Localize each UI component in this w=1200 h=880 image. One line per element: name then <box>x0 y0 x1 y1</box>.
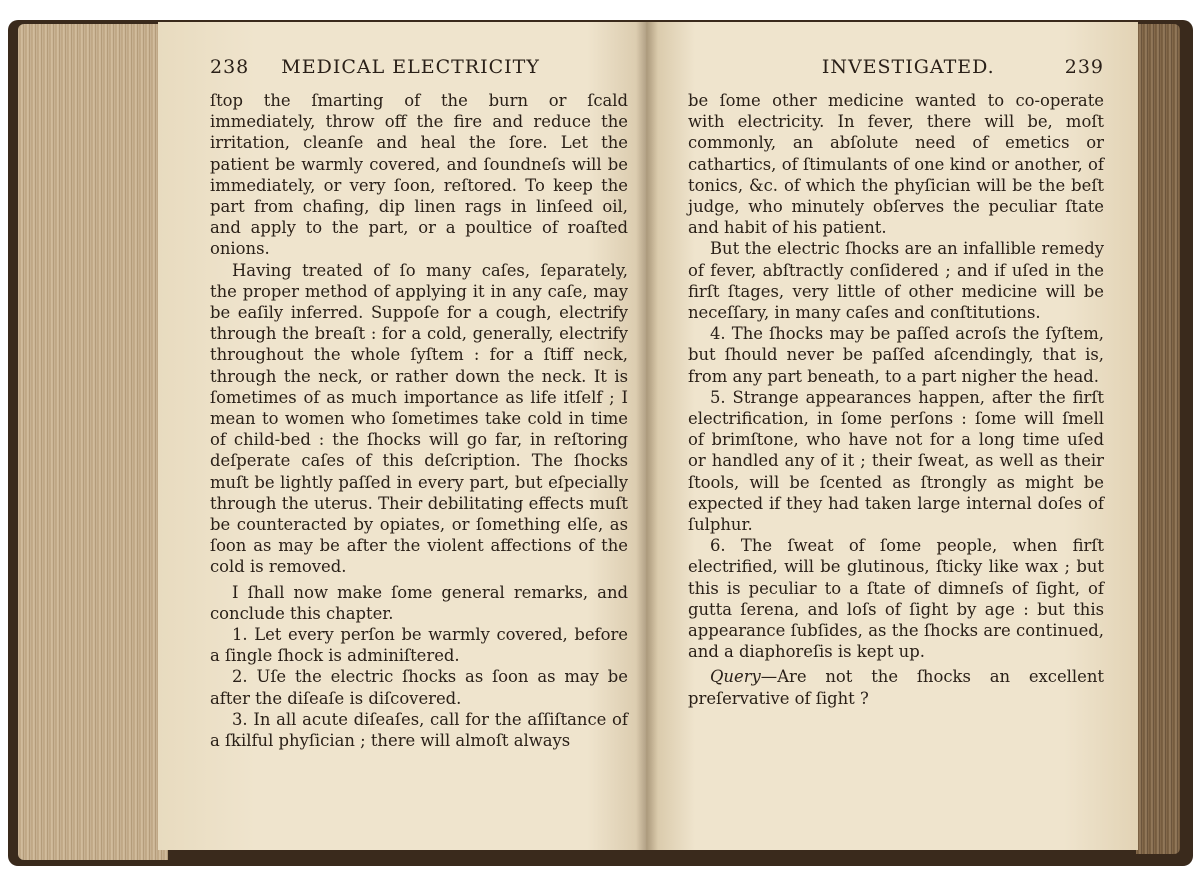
query-paragraph <box>688 666 1104 708</box>
right-page <box>646 22 1138 850</box>
paragraph: 5. Strange appearances happen, after the firſt electrification, in ſome perſons : ſome will ſmell of brimſtone, who have not for a long time uſed or handled any of it ; their ſweat, as well as their ſtools, will be ſcented as ſtrongly as might be expected if they had taken large internal doſes of ſulphur. <box>688 387 1104 535</box>
left-page-edges <box>18 24 168 860</box>
right-page-header <box>688 56 1104 82</box>
left-page <box>158 22 646 850</box>
paragraph: be ſome other medicine wanted to co-operate with electricity. In fever, there will be, moſt commonly, an abſolute need of emetics or cathartics, of ſtimulants of one kind or another, of tonics, &c. of which the phyſician will be the beſt judge, who minutely obſerves the peculiar ſtate and habit of his patient. <box>688 91 1104 238</box>
query-text: Are not the ſhocks an excellent preſervative of ſight ? <box>688 667 1104 708</box>
left-running-head: MEDICAL ELECTRICITY <box>281 56 540 78</box>
right-page-text <box>688 90 1104 709</box>
query-label: Query— <box>710 667 778 687</box>
paragraph: 2. Uſe the electric ſhocks as ſoon as may be after the diſeaſe is diſcovered. <box>210 667 628 708</box>
left-page-number: 238 <box>210 56 250 78</box>
paragraph: 1. Let every perſon be warmly covered, before a ſingle ſhock is adminiſtered. <box>210 625 628 666</box>
left-page-text <box>210 90 628 751</box>
right-page-edges <box>1136 24 1180 854</box>
right-page-number: 239 <box>1064 56 1104 78</box>
paragraph: ſtop the ſmarting of the burn or ſcald immediately, throw off the fire and reduce the irritation, cleanſe and heal the ſore. Let the patient be warmly covered, and ſoundneſs will be immediately, or very ſoon, reſtored. To keep the part from chafing, dip linen rags in linſeed oil, and apply to the part, or a poultice of roaſted onions. <box>210 91 628 259</box>
paragraph: But the electric ſhocks are an infallible remedy of fever, abſtractly conſidered ; and if uſed in the firſt ſtages, very little of other medicine will be neceſſary, in many caſes and conſtitutions. <box>688 239 1104 323</box>
paragraph: 3. In all acute diſeaſes, call for the aſſiſtance of a ſkilful phyſician ; there will almoſt always <box>210 709 628 751</box>
paragraph: 6. The ſweat of ſome people, when firſt electrified, will be glutinous, ſticky like wax ; but this is peculiar to a ſtate of dimneſs of ſight, of gutta ſerena, and loſs of ſight by age : but this appearance ſubſides, as the ſhocks are continued, and a diaphoreſis is kept up. <box>688 536 1104 662</box>
paragraph: 4. The ſhocks may be paſſed acroſs the ſyſtem, but ſhould never be paſſed aſcendingly, that is, from any part beneath, to a part nigher the head. <box>688 324 1104 386</box>
open-book <box>8 6 1193 868</box>
paragraph: I ſhall now make ſome general remarks, and conclude this chapter. <box>210 582 628 623</box>
paragraph: Having treated of ſo many caſes, ſeparately, the proper method of applying it in any caſe, may be eaſily inferred. Suppoſe for a cough, electrify through the breaſt : for a cold, generally, electrify throughout the whole ſyſtem : for a ſtiff neck, through the neck, or rather down the neck. It is ſometimes of as much importance as life itſelf ; I mean to women who ſometimes take cold in time of child-bed : the ſhocks will go far, in reſtoring deſperate caſes of this deſcription. The ſhocks muſt be lightly paſſed in every part, but eſpecially through the uterus. Their debilitating effects muſt be counteracted by opiates, or ſomething elſe, as ſoon as may be after the violent affections of the cold is removed. <box>210 260 628 577</box>
left-page-header <box>210 56 628 82</box>
right-running-head: INVESTIGATED. <box>821 56 995 78</box>
